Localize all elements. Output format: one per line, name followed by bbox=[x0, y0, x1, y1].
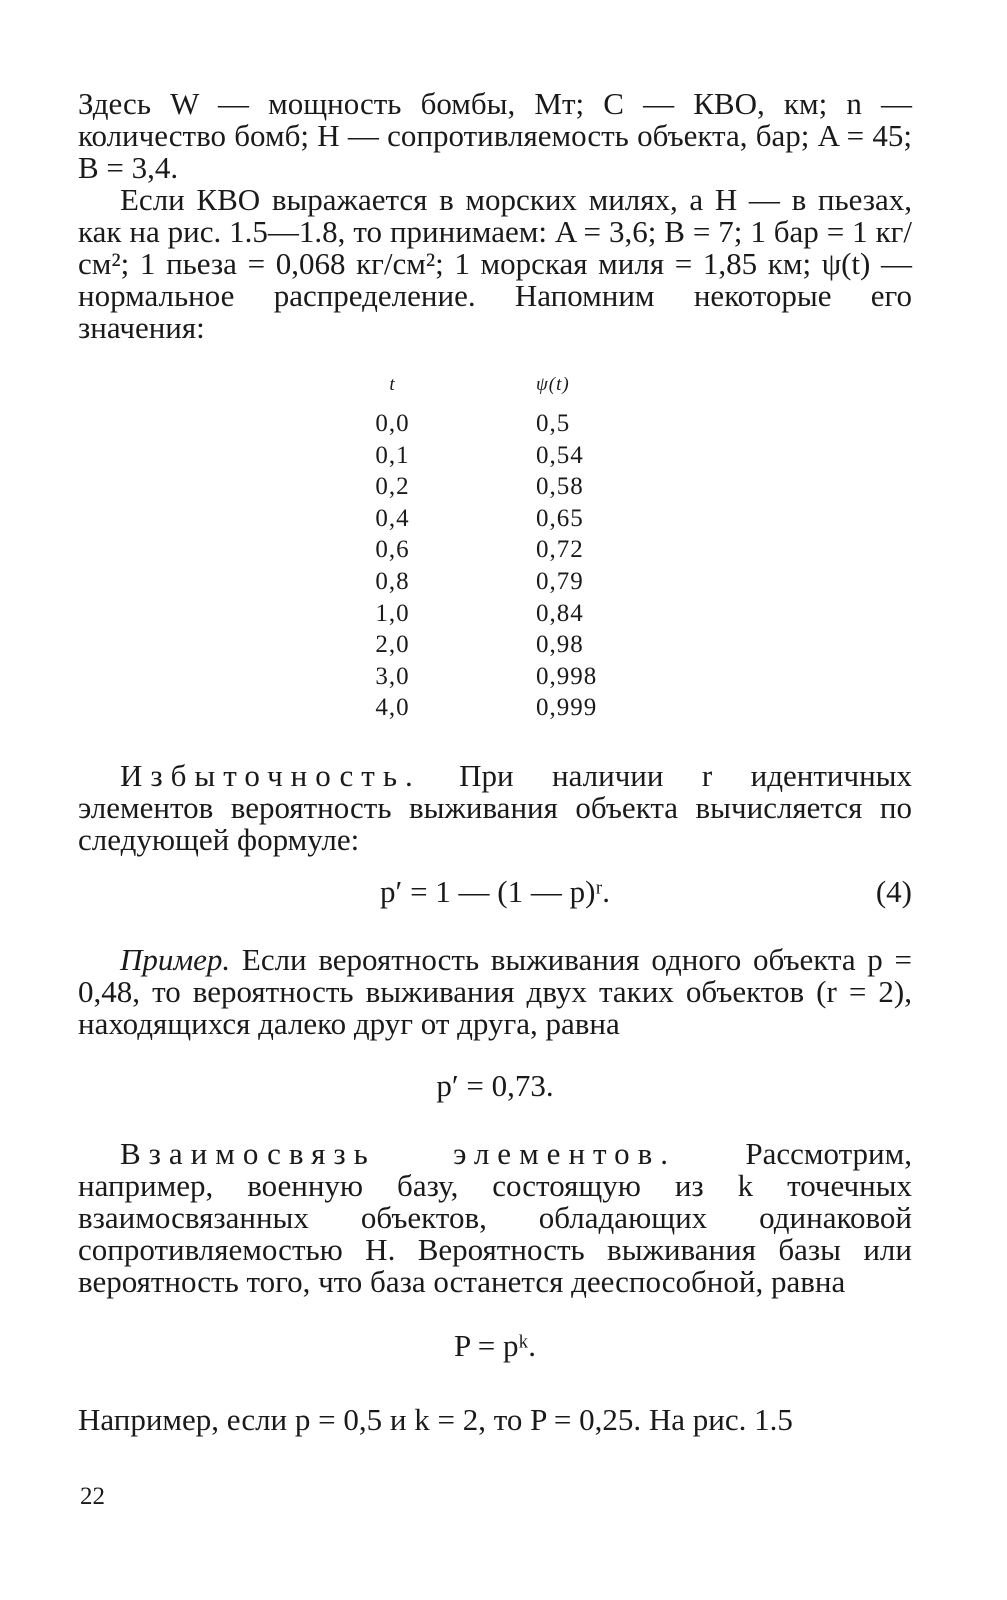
equation-number: (4) bbox=[875, 874, 912, 909]
formula-example-result: p′ = 0,73. bbox=[436, 1068, 554, 1103]
table-row bbox=[340, 471, 660, 503]
table-cell-t: 0,6 bbox=[375, 536, 410, 564]
table-cell-t: 1,0 bbox=[375, 599, 410, 627]
table-cell-t: 0,0 bbox=[375, 410, 410, 437]
table-row bbox=[340, 598, 660, 630]
table-cell-psi: 0,84 bbox=[536, 599, 584, 627]
table-row bbox=[340, 661, 660, 693]
table-row bbox=[340, 629, 660, 661]
table-cell-t: 0,1 bbox=[375, 441, 410, 469]
table-row bbox=[340, 503, 660, 535]
table-header-t: t bbox=[389, 374, 396, 395]
table-cell-t: 0,8 bbox=[375, 567, 410, 595]
paragraph-redundancy bbox=[78, 760, 912, 856]
formula-redundancy: p′ = 1 — (1 — p)ʳ. bbox=[380, 874, 610, 909]
paragraph-interconnection bbox=[78, 1138, 912, 1298]
table-cell-t: 0,4 bbox=[375, 504, 410, 532]
table-row bbox=[340, 408, 660, 440]
table-cell-psi: 0,79 bbox=[536, 567, 584, 595]
table-row bbox=[340, 534, 660, 566]
paragraph-interconnection-body: Рассмотрим, например, военную базу, состоящую из k точечных взаимосвязанных объектов, обладающих одинаковой сопротивляемостью H. Вероятность выживания базы или вероятность того, что база останется дееспособной, равна bbox=[78, 1136, 912, 1299]
example-label: Пример. bbox=[120, 942, 231, 977]
paragraph-final: Например, если p = 0,5 и k = 2, то P = 0,25. На рис. 1.5 bbox=[78, 1402, 793, 1437]
table-cell-psi: 0,998 bbox=[536, 662, 598, 690]
normal-distribution-table bbox=[340, 372, 660, 724]
table-cell-psi: 0,5 bbox=[536, 410, 571, 437]
table-cell-psi: 0,98 bbox=[536, 631, 584, 659]
formula-base-survival: P = pᵏ. bbox=[453, 1328, 537, 1363]
table-cell-t: 4,0 bbox=[375, 694, 410, 722]
paragraph-units: Если КВО выражается в морских милях, а H — в пьезах, как на рис. 1.5—1.8, то принимаем: A = 3,6; B = 7; 1 бар = 1 кг/см²; 1 пьеза = 0,068 кг/см²; 1 морская миля = 1,85 км; ψ(t) — нормальное распределение. Напомним некоторые его значения: bbox=[78, 182, 912, 345]
table-row bbox=[340, 692, 660, 724]
section-heading-interconnection: Взаимосвязь элементов. bbox=[120, 1136, 677, 1171]
table-row bbox=[340, 566, 660, 598]
table-cell-psi: 0,65 bbox=[536, 504, 584, 532]
table-cell-t: 2,0 bbox=[375, 631, 410, 659]
table-cell-psi: 0,999 bbox=[536, 694, 598, 722]
table-cell-t: 0,2 bbox=[375, 473, 410, 501]
table-header-psi: ψ(t) bbox=[536, 374, 570, 395]
table-cell-psi: 0,58 bbox=[536, 473, 584, 501]
table-cell-psi: 0,54 bbox=[536, 441, 584, 469]
paragraph-definitions: Здесь W — мощность бомбы, Мт; C — КВО, км; n — количество бомб; H — сопротивляемость объекта, бар; A = 45; B = 3,4. bbox=[78, 86, 912, 185]
table-cell-t: 3,0 bbox=[375, 662, 410, 690]
paragraph-example-body: Если вероятность выживания одного объекта p = 0,48, то вероятность выживания двух таких объектов (r = 2), находящихся далеко друг от друга, равна bbox=[78, 942, 912, 1041]
paragraph-example bbox=[78, 944, 912, 1040]
table-cell-psi: 0,72 bbox=[536, 536, 584, 564]
section-heading-redundancy: Избыточность. bbox=[120, 758, 421, 793]
page-number: 22 bbox=[80, 1483, 105, 1510]
paragraph-redundancy-body: При наличии r идентичных элементов вероятность выживания объекта вычисляется по следующей формуле: bbox=[78, 758, 912, 857]
table-header-row bbox=[340, 372, 660, 408]
table-row bbox=[340, 440, 660, 472]
